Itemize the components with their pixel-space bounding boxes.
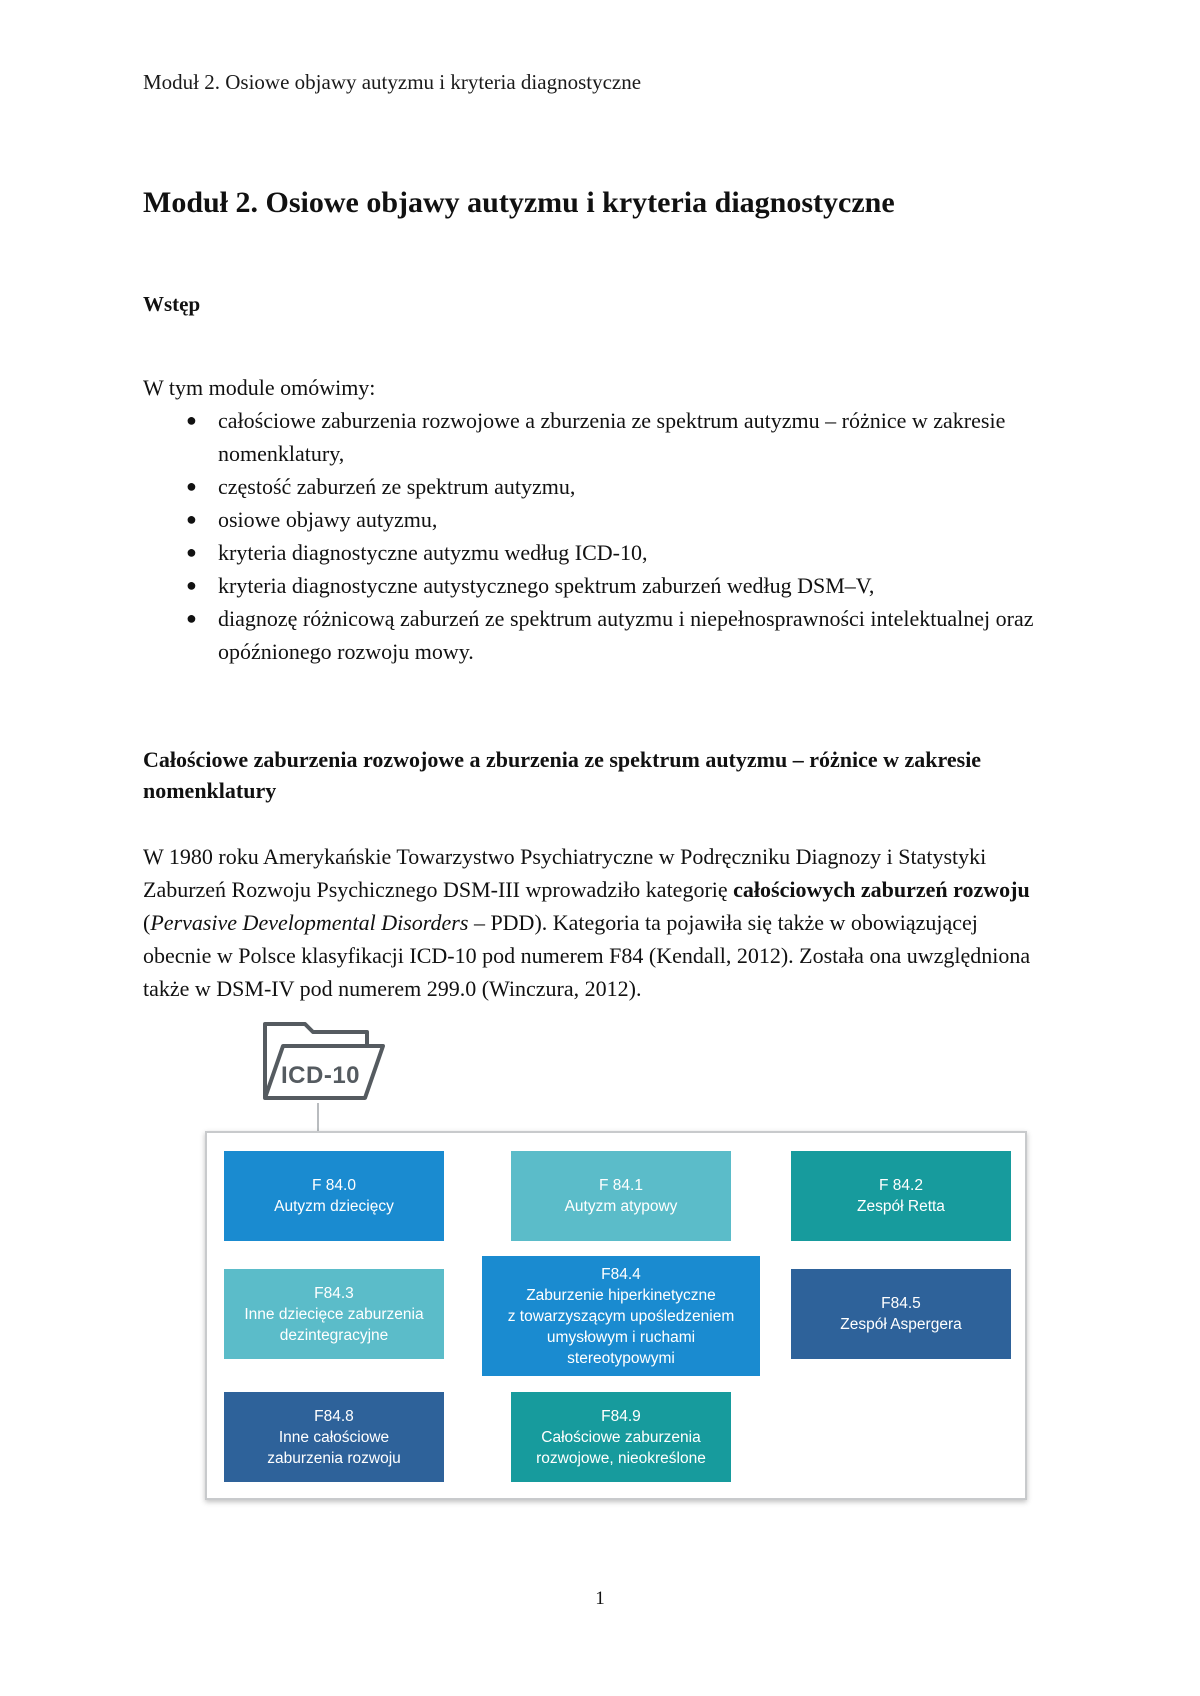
category-box — [511, 1392, 731, 1482]
category-name: Zaburzenie hiperkinetyczne z towarzyszącym upośledzeniem umysłowym i ruchami stereotypowymi — [507, 1286, 735, 1367]
list-item-text: całościowe zaburzenia rozwojowe a zburzenia ze spektrum autyzmu – różnice w zakresie nomenklatury, — [218, 408, 1006, 466]
category-code: F84.5 — [881, 1295, 921, 1312]
category-name: Zespół Aspergera — [840, 1316, 962, 1333]
paragraph-italic-term: Pervasive Developmental Disorders — [150, 910, 469, 935]
category-code: F84.3 — [314, 1284, 354, 1302]
list-item-text: kryteria diagnostyczne autyzmu według ICD-10, — [218, 540, 648, 565]
list-item-text: kryteria diagnostyczne autystycznego spektrum zaburzeń według DSM–V, — [218, 573, 875, 598]
list-item-text: częstość zaburzeń ze spektrum autyzmu, — [218, 474, 576, 499]
list-item — [143, 569, 1043, 602]
category-code: F 84.2 — [879, 1177, 923, 1194]
category-code: F 84.0 — [312, 1177, 356, 1194]
folder-label: ICD-10 — [281, 1062, 361, 1089]
bullet-icon: ● — [186, 575, 197, 595]
category-code: F 84.1 — [599, 1177, 643, 1194]
bullet-icon: ● — [186, 410, 197, 430]
category-code: F84.8 — [314, 1407, 354, 1425]
page-title: Moduł 2. Osiowe objawy autyzmu i kryteria diagnostyczne — [143, 186, 895, 219]
category-box — [482, 1256, 760, 1376]
page-number: 1 — [595, 1588, 605, 1609]
bullet-icon: ● — [186, 476, 197, 496]
list-item — [143, 404, 1043, 470]
bullet-icon: ● — [186, 542, 197, 562]
intro-heading: Wstęp — [143, 292, 201, 316]
intro-lead: W tym module omówimy: — [143, 375, 376, 400]
bullet-icon: ● — [186, 608, 197, 628]
icd10-figure — [205, 1018, 1031, 1498]
category-box — [224, 1392, 444, 1482]
category-name: Inne dziecięce zaburzenia dezintegracyjne — [244, 1305, 424, 1344]
connector-line — [317, 1103, 319, 1131]
list-item-text: diagnozę różnicową zaburzeń ze spektrum autyzmu i niepełnosprawności intelektualnej oraz opóźnionego rozwoju mowy. — [218, 606, 1034, 664]
list-item — [143, 503, 1043, 536]
category-name: Inne całościowe zaburzenia rozwoju — [267, 1428, 401, 1467]
category-code: F84.4 — [601, 1265, 641, 1283]
topic-list — [143, 404, 1043, 668]
category-code: F84.9 — [601, 1407, 641, 1425]
category-box — [511, 1151, 731, 1241]
category-name: Autyzm atypowy — [564, 1198, 678, 1215]
category-name: Zespół Retta — [857, 1198, 945, 1215]
list-item — [143, 602, 1043, 668]
body-paragraph — [143, 840, 1041, 1005]
section-heading: Całościowe zaburzenia rozwojowe a zburzenia ze spektrum autyzmu – różnice w zakresie nomenklatury — [143, 747, 982, 803]
list-item — [143, 536, 1043, 569]
paragraph-text: – PDD). Kategoria ta pojawiła się także w obowiązującej obecnie w Polsce klasyfikacji ICD-10 pod numerem F84 (Kendall, 2012). Została ona uwzględniona także w DSM-IV pod numerem 299.0 (Winczura, 2012). — [143, 910, 1031, 1001]
category-box — [224, 1151, 444, 1241]
bullet-icon: ● — [186, 509, 197, 529]
category-box — [791, 1151, 1011, 1241]
list-item-text: osiowe objawy autyzmu, — [218, 507, 438, 532]
paragraph-bold-term: całościowych zaburzeń rozwoju — [733, 877, 1030, 902]
list-item — [143, 470, 1043, 503]
category-box — [791, 1269, 1011, 1359]
category-name: Całościowe zaburzenia rozwojowe, nieokreślone — [536, 1428, 706, 1467]
category-panel — [205, 1131, 1027, 1500]
category-box — [224, 1269, 444, 1359]
category-name: Autyzm dziecięcy — [274, 1198, 394, 1215]
paragraph-text: W 1980 roku Amerykańskie Towarzystwo Psychiatryczne w Podręczniku Diagnozy i Statystyki Zaburzeń Rozwoju Psychicznego DSM-III wprowadziło kategorię — [143, 844, 987, 902]
running-header: Moduł 2. Osiowe objawy autyzmu i kryteria diagnostyczne — [143, 70, 642, 94]
paragraph-text: ( — [143, 910, 151, 935]
